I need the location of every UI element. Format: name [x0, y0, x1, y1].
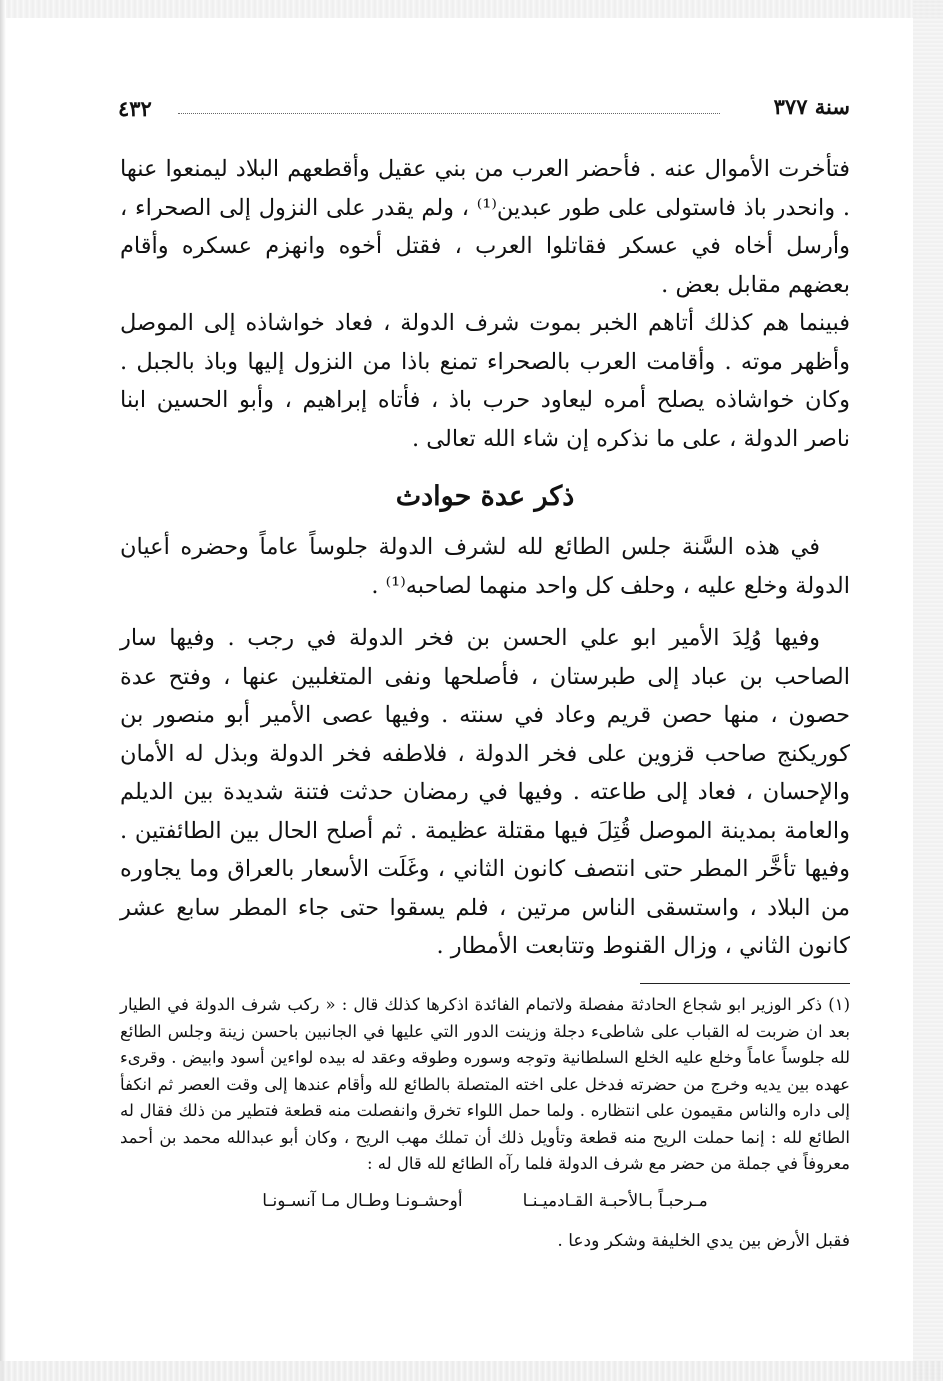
verse-first-hemistich: مـرحبـاً بـالأحبـة القـادميـنـا	[522, 1190, 708, 1211]
main-text	[120, 150, 850, 966]
page-edge-bottom	[0, 1361, 943, 1381]
section-heading: ذكر عدة حوادث	[395, 481, 575, 512]
paragraph-3: في هذه السَّنة جلس الطائع لله لشرف الدولة جلوساً عاماً وحضره أعيان الدولة وخلع عليه ، وحلف كل واحد منهما لصاحبه⁽¹⁾ .	[120, 534, 850, 599]
footnote-closing: فقبل الأرض بين يدي الخليفة وشكر ودعا .	[557, 1231, 850, 1251]
poetry-verse	[120, 1188, 850, 1215]
page-edge-top	[0, 0, 943, 18]
page-number: ٤٣٢	[118, 96, 152, 121]
footnote-1: (١) ذكر الوزير ابو شجاع الحادثة مفصلة ولاتمام الفائدة اذكرها كذلك قال : « ركب شرف الدولة في الطيار بعد ان ضربت له القباب على شاطىء دجلة وزينت الدور التي عليها في الجانبين باحسن زينة وجلس الطائع لله جلوساً عاماً وخلع عليه الخلع السلطانية وتوجه وسوره وطوقه وعقد له بيده لواءين أسود وابيض . وقرىء عهده بين يديه وخرج من حضرته فدخل على اخته المتصلة بالطائع لله وأقام عندها إلى وقت العصر ثم انكفأ إلى داره والناس مقيمون على انتظاره . ولما حمل اللواء تخرق وانفصلت منه قطعة فتطير من ذلك فقال له الطائع لله : إنما حملت الريح منه قطعة وتأويل ذلك أن تملك مهب الريح ، وكان أبو عبدالله محمد بن أحمد معروفاً في جملة من حضر مع شرف الدولة فلما رآه الطائع لله قال له :	[120, 995, 850, 1173]
page-edge-left	[0, 0, 6, 1381]
footnote-separator	[640, 983, 850, 984]
paragraph-4: وفيها وُلِدَ الأمير ابو علي الحسن بن فخر الدولة في رجب . وفيها سار الصاحب بن عباد إلى طبرستان ، فأصلحها ونفى المتغلبين عنها ، وفتح عدة حصون ، منها حصن قريم وعاد في سنته . وفيها عصى الأمير أبو منصور بن كوريكنج صاحب قزوين على فخر الدولة ، فلاطفه فخر الدولة وبذل له الأمان والإحسان ، فعاد إلى طاعته . وفيها في رمضان حدثت فتنة شديدة بين الديلم والعامة بمدينة الموصل قُتِلَ فيها مقتلة عظيمة . ثم أصلح الحال بين الطائفتين . وفيها تأخَّر المطر حتى انتصف كانون الثاني ، وغَلَت الأسعار بالعراق وما يجاوره من البلاد ، واستسقى الناس مرتين ، فلم يسقوا حتى جاء المطر سابع عشر كانون الثاني ، وزال القنوط وتتابعت الأمطار .	[120, 625, 850, 959]
footnotes	[120, 992, 850, 1255]
verse-second-hemistich: أوحشـونـا وطـال مـا آنسـونـا	[262, 1190, 463, 1211]
header-rule	[178, 113, 720, 114]
page-edge-right	[913, 0, 943, 1381]
paragraph-1: فتأخرت الأموال عنه . فأحضر العرب من بني عقيل وأقطعهم البلاد ليمنعوا عنها . وانحدر باذ فاستولى على طور عبدين⁽¹⁾ ، ولم يقدر على النزول إلى الصحراء ، وأرسل أخاه في عسكر فقاتلوا العرب ، فقتل أخوه وانهزم عسكره وأقام بعضهم مقابل بعض .	[120, 156, 850, 298]
year-label: سنة ٣٧٧	[773, 94, 850, 119]
paragraph-2: فبينما هم كذلك أتاهم الخبر بموت شرف الدولة ، فعاد خواشاذه إلى الموصل وأظهر موته . وأقامت العرب بالصحراء تمنع باذا من النزول إليها وباذ بالجبل . وكان خواشاذه يصلح أمره ليعاود حرب باذ ، فأتاه إبراهيم ، وأبو الحسين ابنا ناصر الدولة ، على ما نذكره إن شاء الله تعالى .	[120, 310, 850, 452]
running-header	[118, 94, 850, 128]
